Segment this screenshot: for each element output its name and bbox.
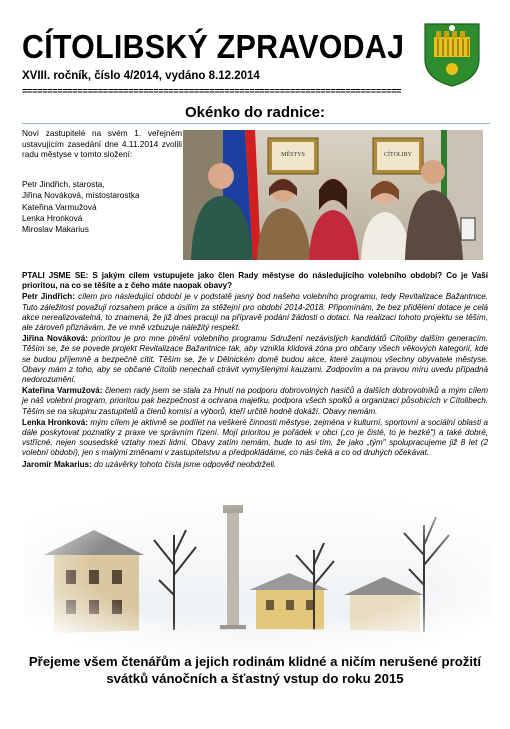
council-group-photo — [183, 130, 483, 260]
question-lead: PTALI JSME SE: — [22, 271, 89, 280]
answer-name: Kateřina Varmužová: — [22, 386, 103, 396]
answer-name: Jaromír Makarius: — [22, 459, 92, 469]
council-member: Petr Jindřich, starosta, — [22, 179, 105, 189]
section-divider — [22, 123, 490, 124]
header-rule: =========================================================================== — [22, 86, 402, 96]
answer-item — [22, 292, 488, 333]
answer-item — [22, 460, 488, 470]
council-member: Jiřina Nováková, místostarostka — [22, 190, 140, 201]
council-member: Miroslav Makarius — [22, 224, 89, 235]
answer-text: cílem pro následující období je v podstatě jasný bod našeho volebního programu, tedy Revitalizace Bažantnice. Tuto záležitost považuji rozsahem práce a úsilím za stěžejní pro období 2014-2018. Připomínám, že bez přidělení dotace je celá akce nerealizovatelná, to znamená, že již dnes pracuji na přípravě podání žádosti o dotaci. Na realizaci tohoto projektu se těším, ale zároveň přiznávám, že ve mně vzbuzuje náležitý respekt. — [22, 292, 489, 333]
answer-item — [22, 334, 488, 385]
answer-item — [22, 386, 488, 417]
issue-line: XVIII. ročník, číslo 4/2014, vydáno 8.12.2014 — [22, 70, 260, 82]
council-member: Lenka Hronková — [22, 212, 83, 223]
intro-text: Noví zastupitelé na svém 1. veřejném ustavujícím zasedání dne 4.11.2014 zvolili radu městyse v tomto složení: — [22, 128, 182, 160]
question-text: S jakým cílem vstupujete jako člen Rady městyse do následujícího volebního období? Co je Vaší prioritou, na co se těšíte a z čeho máte naopak obavy? — [22, 271, 489, 291]
interview-text — [22, 271, 488, 471]
answer-text: do uzávěrky tohoto čísla jsme odpověď neobdrželi. — [93, 459, 277, 469]
plaque-text: CÍTOLIBY — [384, 152, 412, 158]
council-member: Kateřina Varmužová — [22, 201, 97, 212]
section-title: Okénko do radnice: — [184, 104, 326, 121]
answer-text: prioritou je pro mne plnění volebního programu Sdružení nezávislých kandidátů Cítoliby dalším generacím. Těším se, že se povede projekt Revitalizace Bažantnice tak, aby vznikla klidová zóna pro občany všech věkových kategorií, kde se budou příjemně a bezpečně cítit. Těším se, že v Dělnickém domě budou akce, které zaujmou všechny obyvatele městyse. Obavy mám z toho, aby se občané Cítolib nenechali ctrávit vymyšlenými kauzami. Zodpovím a na pravou míru uvedu případná nedorozumění. — [22, 334, 488, 385]
winter-village-photo — [24, 495, 492, 660]
answer-name: Lenka Hronková: — [22, 417, 88, 427]
answer-text: mým cílem je aktivně se podílet na veškeré činnosti městyse, zejména v kulturní, sportovní a sociální oblasti a dále poskytovat poznatky z praxe ve správním řízení. Mojí prioritou je pořádek v obci („co je čisté, to je hezké") a také dobré, vstřícné, nejen sousedské vztahy mezi lidmi. Obavy zatím nemám, bude to asi tím, že jako „tým" spolupracujeme již 8 let (2 volební období), jen s malými změnami v zastupitelstvu a předpokládáme, co nás čeká a co od druhých očekávat. — [22, 417, 488, 458]
plaque-text: MĚSTYS — [281, 152, 305, 158]
masthead-title: CÍTOLIBSKÝ ZPRAVODAJ — [22, 28, 405, 65]
greeting-line: svátků vánočních a šťastný vstup do roku 2015 — [106, 671, 404, 686]
greeting-line: Přejeme všem čtenářům a jejich rodinám klidné a ničím nerušené prožití — [28, 654, 482, 669]
answer-name: Petr Jindřich: — [22, 292, 75, 302]
answer-text: členem rady jsem se stala za Hnutí na podporu dobrovolných hasičů a dalších dobrovolníků a mým cílem je náš volební program, prioritou pak bezpečnost a ochrana majetku, podpora všech spolků a organizací působících v Cítolibech. Těším se na skupinu zastupitelů a členů komisí a výborů, kteří určitě hodně dokáží. Obavy nemám. — [22, 386, 488, 416]
coat-of-arms-icon — [424, 23, 480, 87]
council-members-list — [22, 179, 182, 235]
answer-name: Jiřina Nováková: — [22, 334, 88, 344]
answer-item — [22, 418, 488, 459]
holiday-greeting — [0, 653, 510, 687]
interview-question — [22, 271, 488, 291]
